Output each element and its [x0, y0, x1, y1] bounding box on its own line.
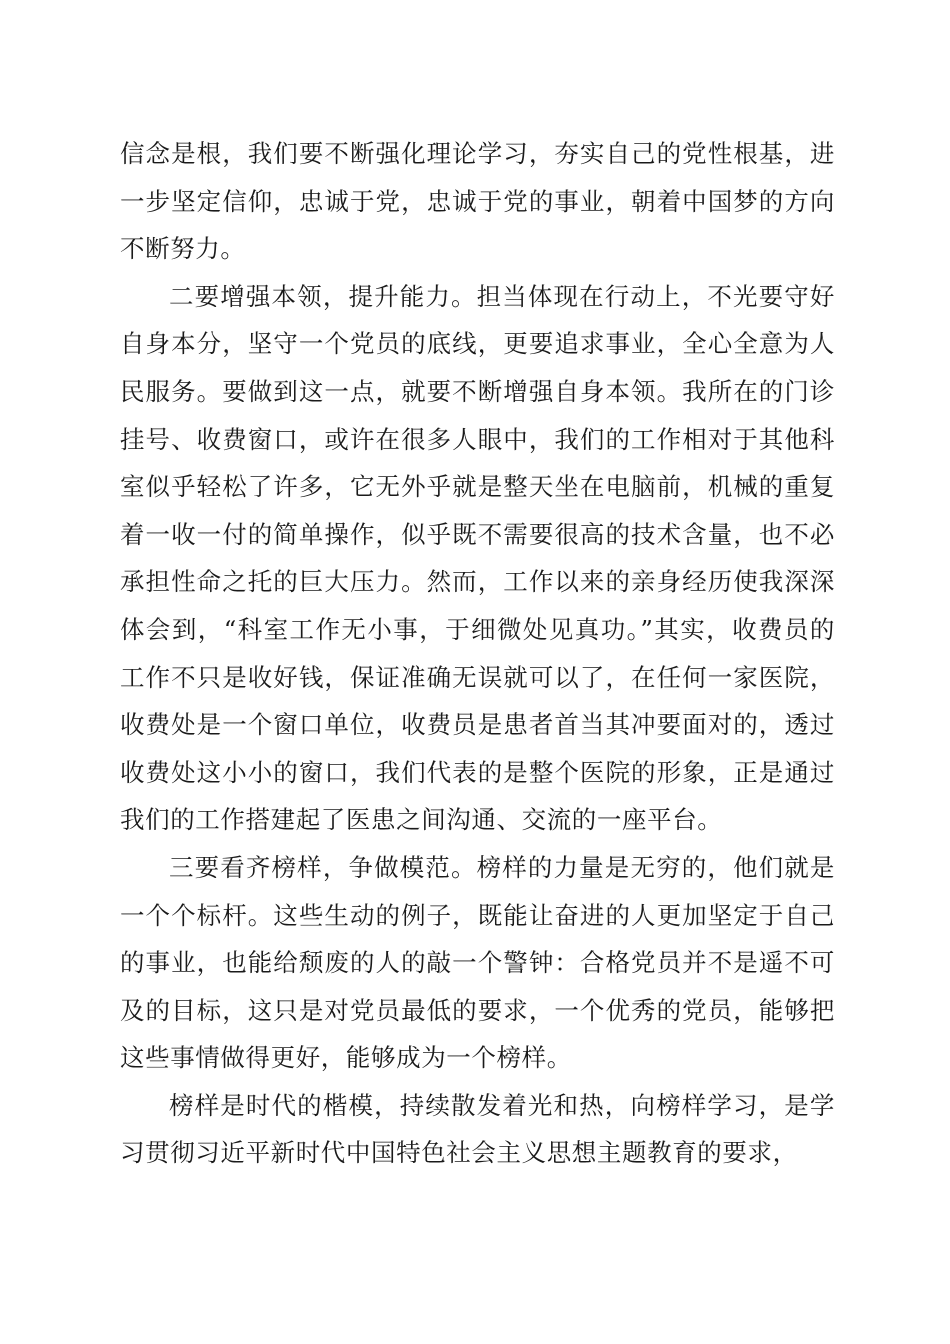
paragraph-1: 信念是根，我们要不断强化理论学习，夯实自己的党性根基，进一步坚定信仰，忠诚于党，忠诚于党的事业，朝着中国梦的方向不断努力。: [120, 139, 835, 264]
document-body: [120, 130, 835, 1177]
paragraph-3: 三要看齐榜样，争做模范。榜样的力量是无穷的，他们就是一个个标杆。这些生动的例子，既能让奋进的人更加坚定于自己的事业，也能给颓废的人的敲一个警钟：合格党员并不是遥不可及的目标，这只是对党员最低的要求，一个优秀的党员，能够把这些事情做得更好，能够成为一个榜样。: [120, 852, 835, 1073]
paragraph-2: 二要增强本领，提升能力。担当体现在行动上，不光要守好自身本分，坚守一个党员的底线，更要追求事业，全心全意为人民服务。要做到这一点，就要不断增强自身本领。我所在的门诊挂号、收费窗口，或许在很多人眼中，我们的工作相对于其他科室似乎轻松了许多，它无外乎就是整天坐在电脑前，机械的重复着一收一付的简单操作，似乎既不需要很高的技术含量，也不必承担性命之托的巨大压力。然而，工作以来的亲身经历使我深深体会到，“科室工作无小事，于细微处见真功。”其实，收费员的工作不只是收好钱，保证准确无误就可以了，在任何一家医院，收费处是一个窗口单位，收费员是患者首当其冲要面对的，透过收费处这小小的窗口，我们代表的是整个医院的形象，正是通过我们的工作搭建起了医患之间沟通、交流的一座平台。: [120, 281, 835, 835]
paragraph-4: 榜样是时代的楷模，持续散发着光和热，向榜样学习，是学习贯彻习近平新时代中国特色社会主义思想主题教育的要求，: [120, 1090, 835, 1168]
